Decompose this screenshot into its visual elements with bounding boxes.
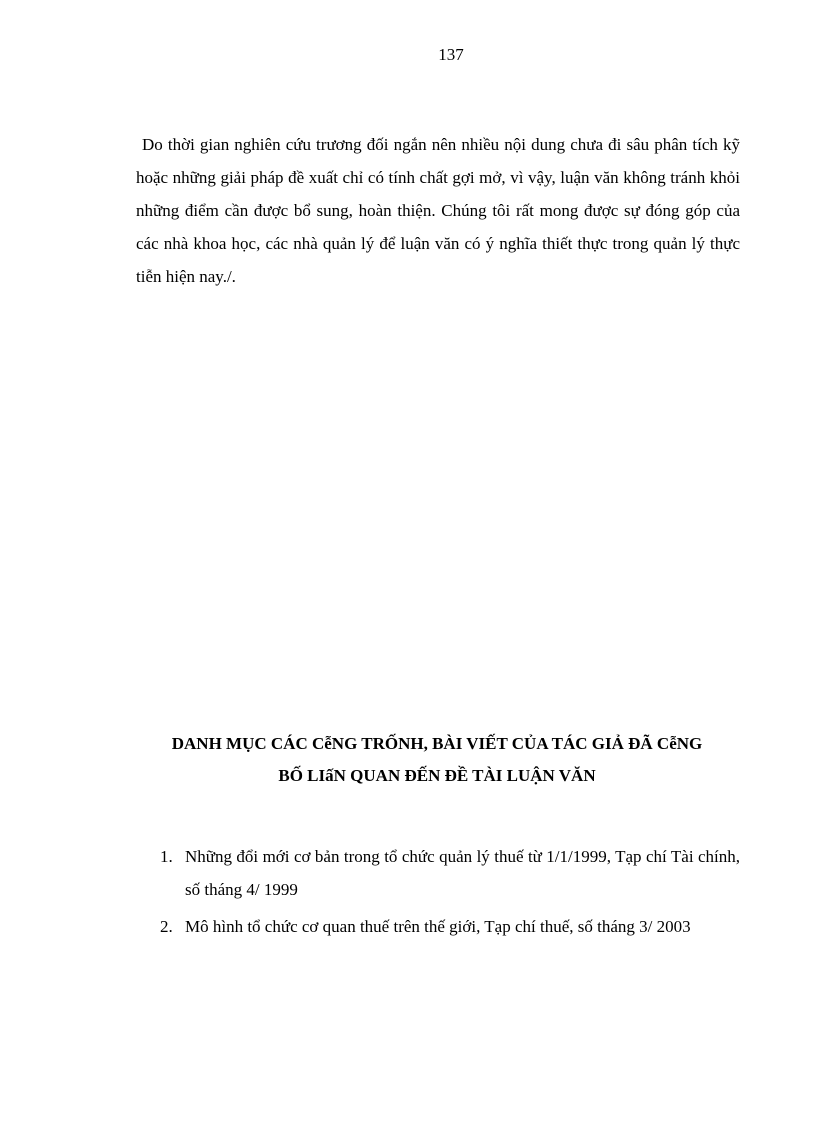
publication-number: 1. bbox=[160, 847, 173, 866]
page-number: 137 bbox=[438, 45, 464, 64]
publication-text: Mô hình tổ chức cơ quan thuế trên thế giới, Tạp chí thuế, số tháng 3/ 2003 bbox=[185, 917, 691, 936]
publication-text: Những đổi mới cơ bản trong tổ chức quản lý thuế từ 1/1/1999, Tạp chí Tài chính, số tháng 4/ 1999 bbox=[185, 847, 740, 899]
section-heading bbox=[120, 728, 754, 792]
publication-item bbox=[160, 840, 740, 906]
publication-item bbox=[160, 910, 740, 943]
section-heading-line-1: DANH MỤC CÁC CễNG TRỐNH, BÀI VIẾT CỦA TÁC GIẢ ĐÃ CễNG bbox=[171, 734, 703, 753]
publication-list bbox=[160, 840, 740, 947]
section-heading-line-2: BỐ LIấN QUAN ĐẾN ĐỀ TÀI LUẬN VĂN bbox=[278, 766, 596, 785]
publication-number: 2. bbox=[160, 917, 173, 936]
conclusion-paragraph: Do thời gian nghiên cứu trương đối ngắn nên nhiều nội dung chưa đi sâu phân tích kỹ hoặc những giải pháp đề xuất chỉ có tính chất gợi mở, vì vậy, luận văn không tránh khỏi những điểm cần được bổ sung, hoàn thiện. Chúng tôi rất mong được sự đóng góp của các nhà khoa học, các nhà quản lý để luận văn có ý nghĩa thiết thực trong quản lý thực tiễn hiện nay./. bbox=[136, 135, 740, 286]
